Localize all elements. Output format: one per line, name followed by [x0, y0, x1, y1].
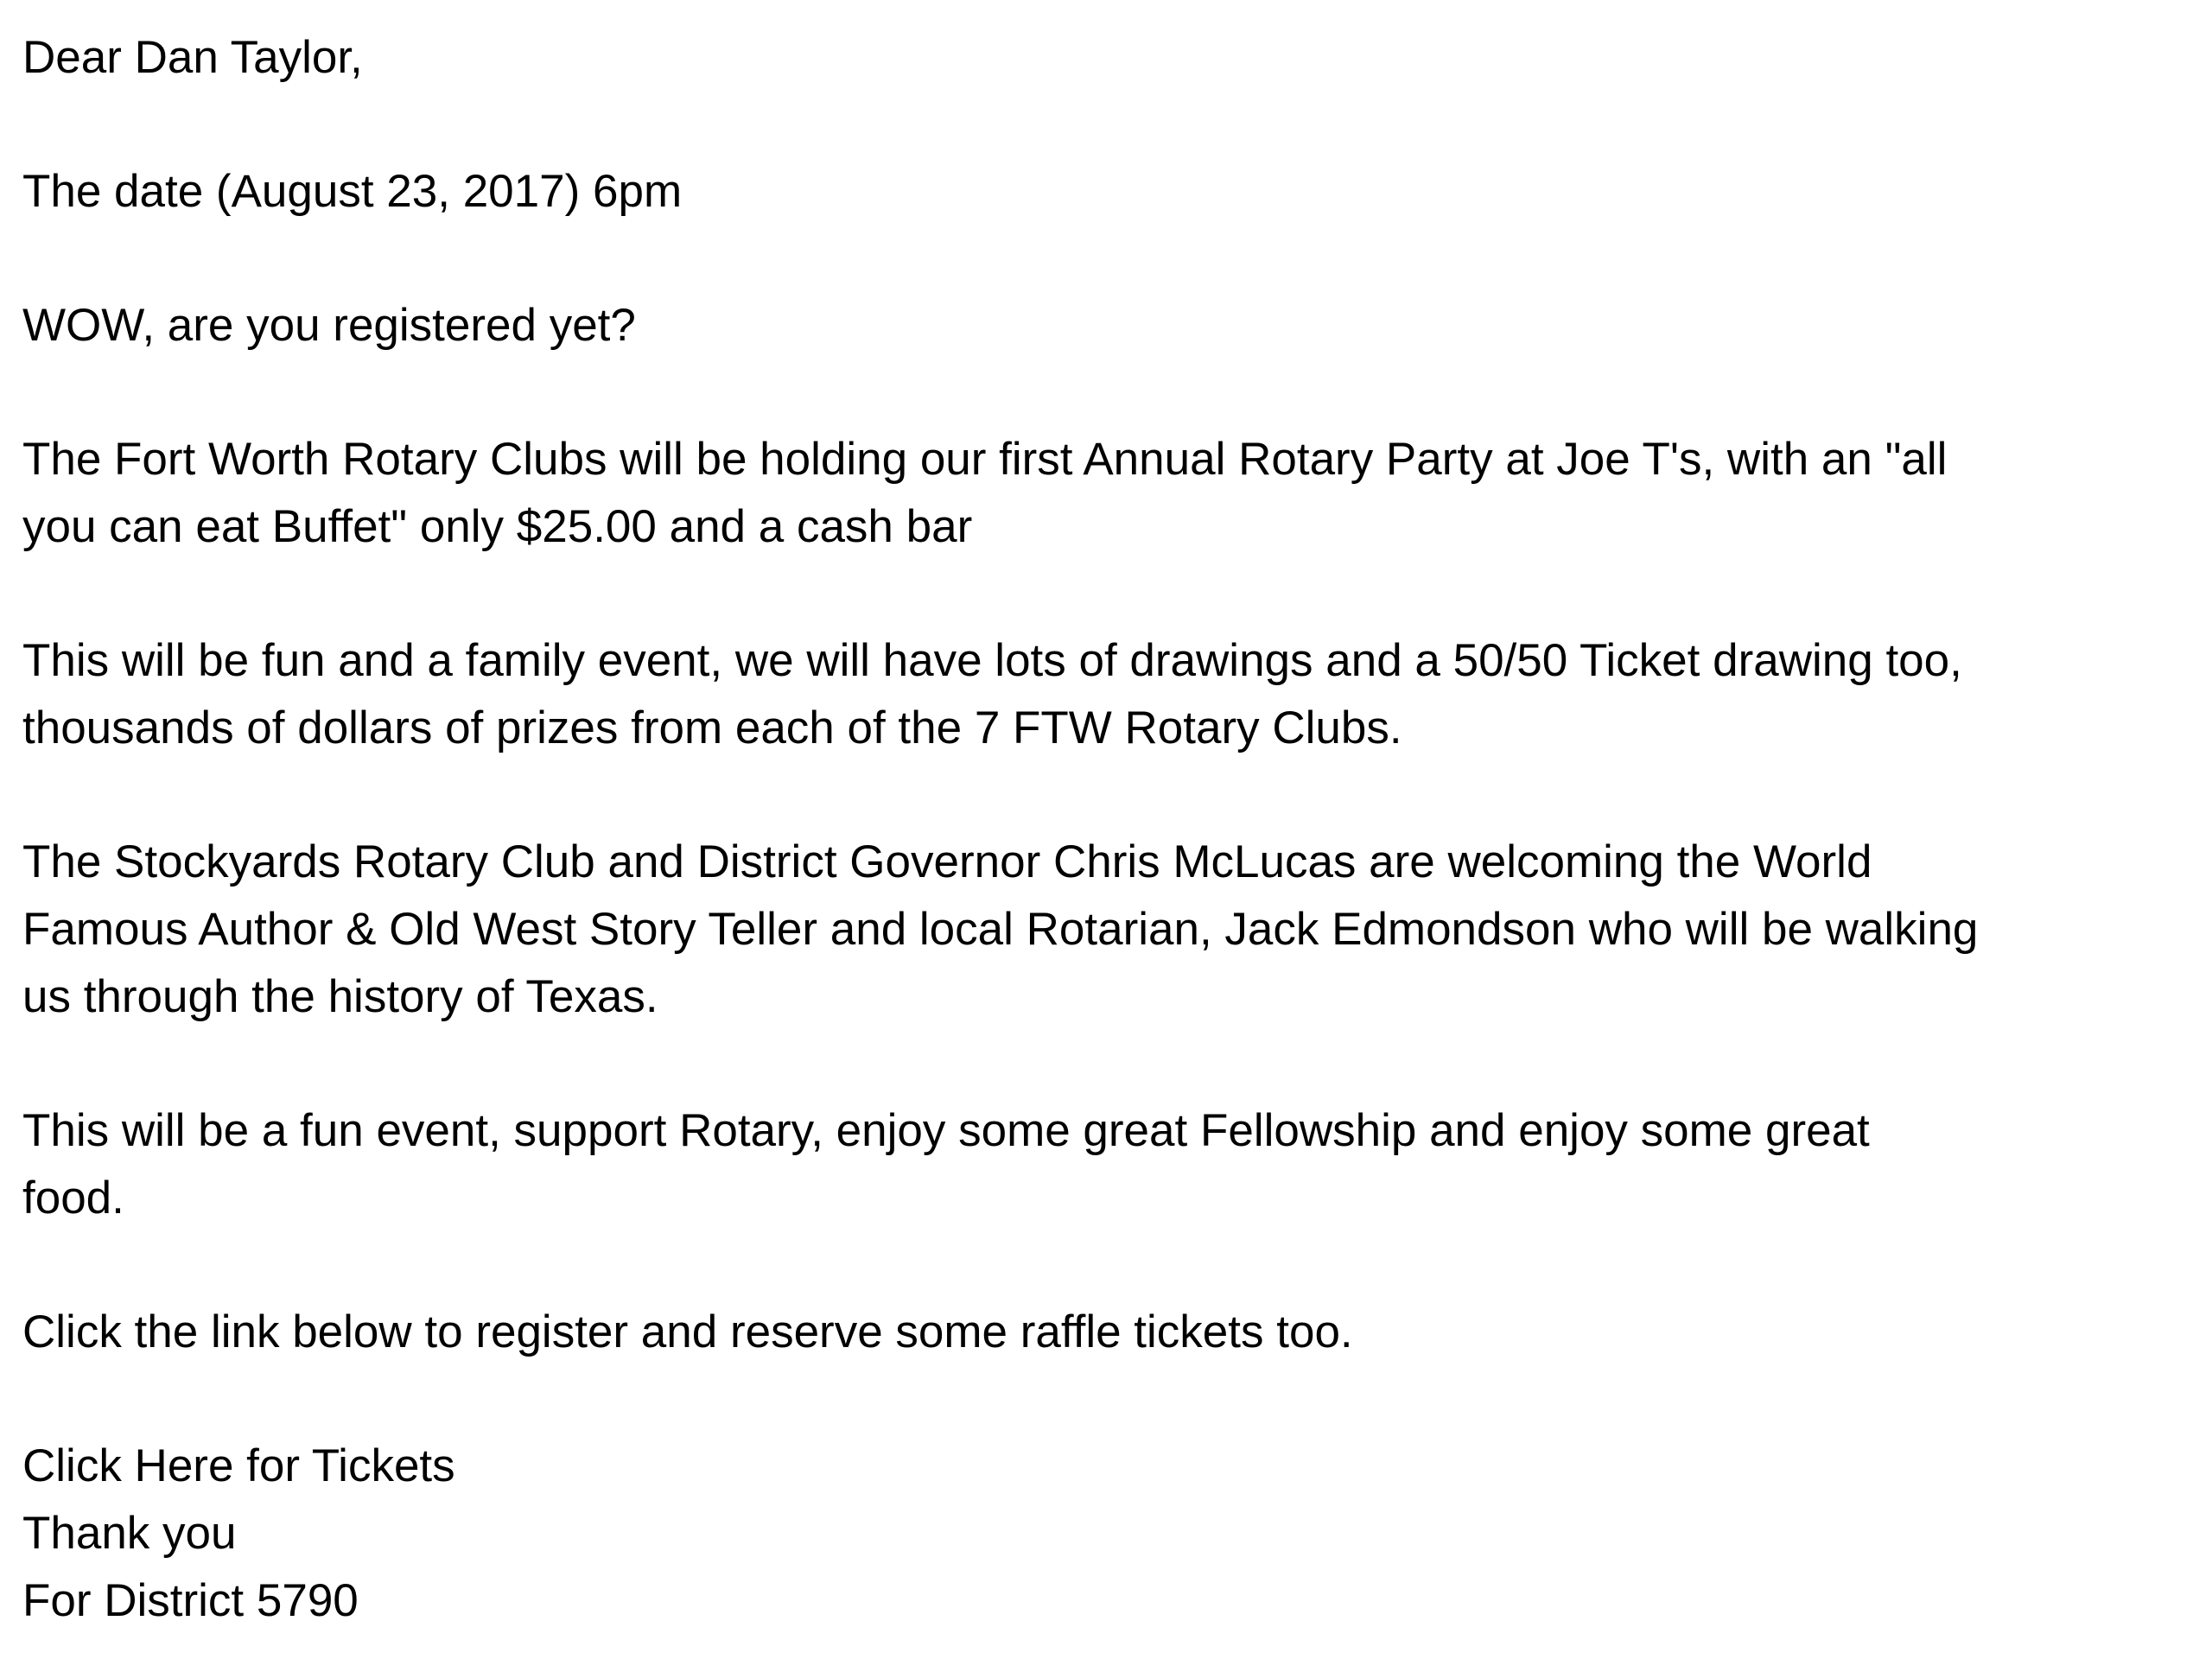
- thank-you-text: Thank you: [22, 1508, 237, 1559]
- date-line: [22, 158, 2200, 226]
- registration-question: [22, 292, 2200, 359]
- tickets-link[interactable]: Click Here for Tickets: [22, 1440, 455, 1491]
- paragraph-fun-line-1: This will be a fun event, support Rotary, enjoy some great Fellowship and enjoy some great: [22, 1105, 1870, 1156]
- paragraph-party-line-2: you can eat Buffet" only $25.00 and a cash bar: [22, 501, 973, 552]
- registration-question-text: WOW, are you registered yet?: [22, 300, 636, 351]
- salutation-text: Dear Dan Taylor,: [22, 32, 363, 83]
- paragraph-party-line-1: The Fort Worth Rotary Clubs will be holding our first Annual Rotary Party at Joe T's, with an "all: [22, 434, 1948, 485]
- register-instruction: [22, 1299, 2200, 1366]
- letter-body: [22, 24, 2200, 1635]
- paragraph-drawings-line-1: This will be fun and a family event, we will have lots of drawings and a 50/50 Ticket drawing too,: [22, 635, 1962, 686]
- date-line-text: The date (August 23, 2017) 6pm: [22, 166, 683, 217]
- paragraph-fun: [22, 1097, 2200, 1232]
- salutation: [22, 24, 2200, 92]
- paragraph-speaker-line-3: us through the history of Texas.: [22, 971, 658, 1022]
- paragraph-speaker-line-1: The Stockyards Rotary Club and District Governor Chris McLucas are welcoming the World: [22, 836, 1872, 887]
- register-instruction-text: Click the link below to register and reserve some raffle tickets too.: [22, 1306, 1353, 1357]
- paragraph-speaker-line-2: Famous Author & Old West Story Teller and local Rotarian, Jack Edmondson who will be walking: [22, 904, 1979, 955]
- paragraph-party: [22, 426, 2200, 561]
- paragraph-speaker: [22, 829, 2200, 1031]
- paragraph-drawings: [22, 627, 2200, 762]
- closing-block: [22, 1433, 2200, 1635]
- paragraph-drawings-line-2: thousands of dollars of prizes from each of the 7 FTW Rotary Clubs.: [22, 702, 1402, 753]
- signature-text: For District 5790: [22, 1575, 359, 1626]
- paragraph-fun-line-2: food.: [22, 1173, 124, 1224]
